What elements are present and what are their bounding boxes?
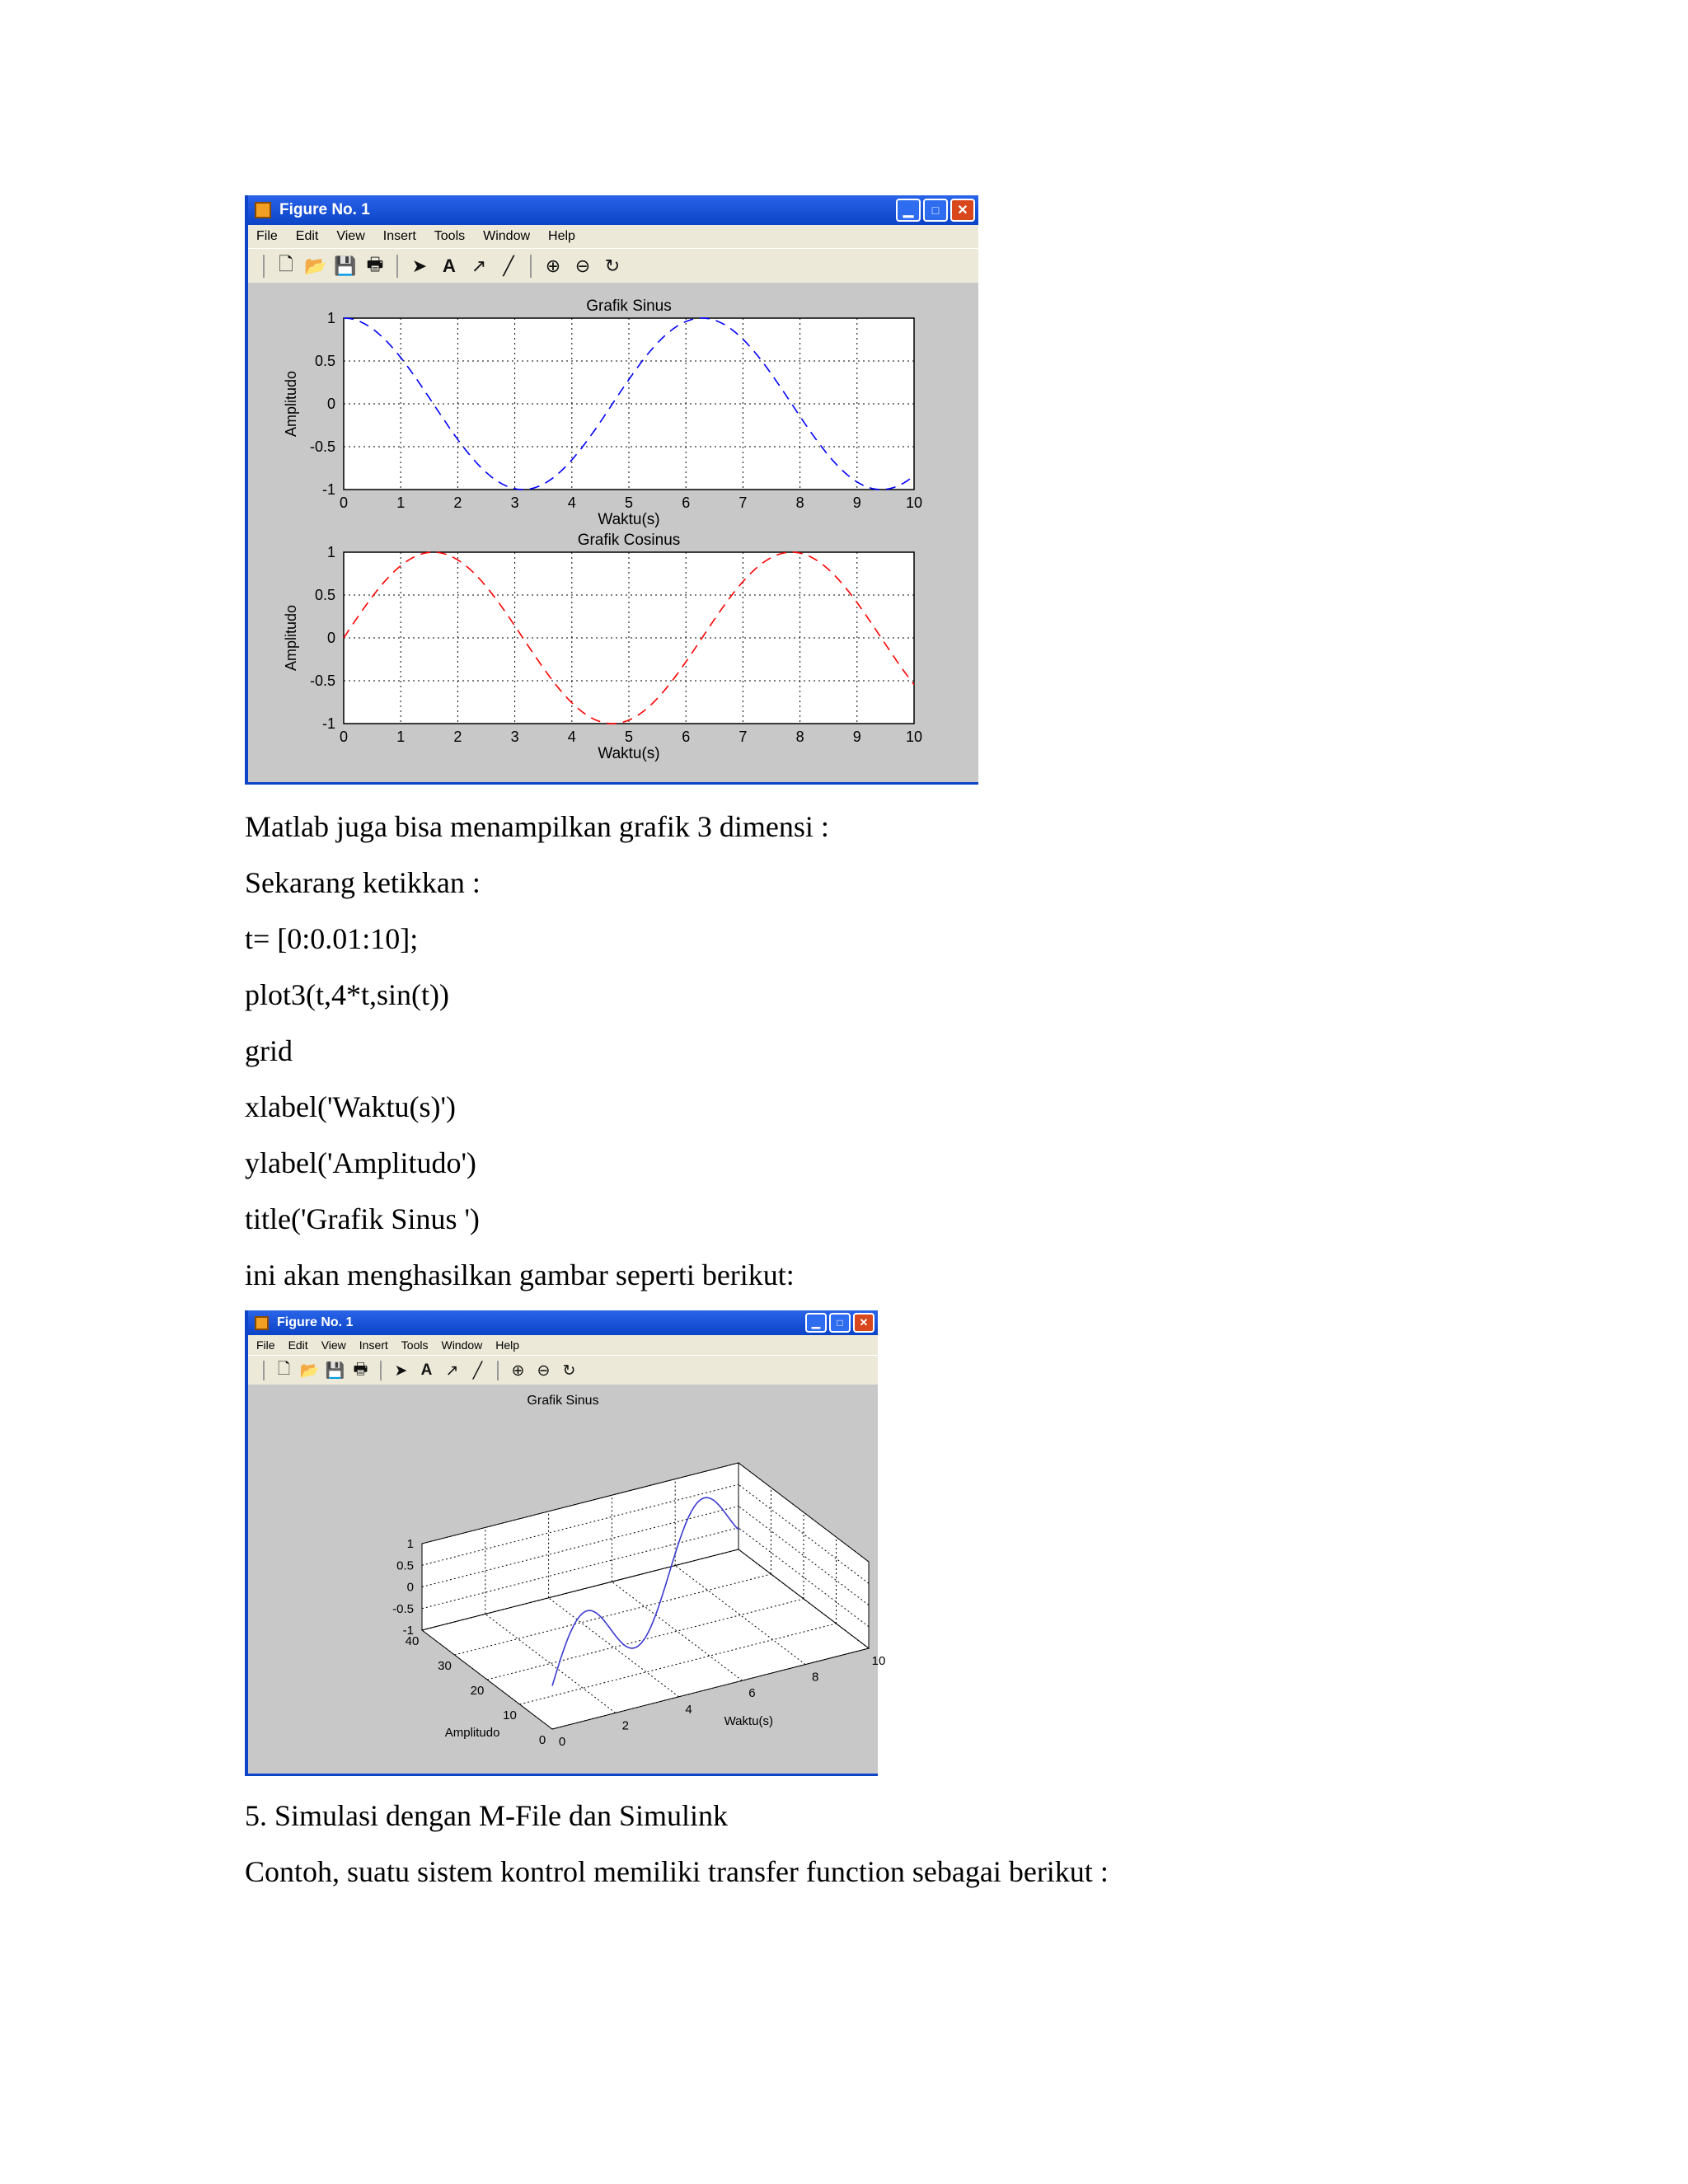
- menu-file[interactable]: File: [256, 229, 278, 243]
- plot-canvas-2: [248, 1385, 886, 1774]
- plot-canvas: [248, 283, 978, 782]
- save-icon-2[interactable]: 💾: [325, 1362, 345, 1380]
- code-line-ylabel: ylabel('Amplitudo'): [245, 1146, 476, 1179]
- code-line-plot3: plot3(t,4*t,sin(t)): [245, 978, 449, 1011]
- arrow-icon[interactable]: ↗: [471, 255, 487, 276]
- y-axis-label: Amplitudo: [283, 604, 299, 672]
- x-tick-label: 0: [339, 729, 349, 745]
- minimize-icon: ▁: [903, 204, 914, 218]
- y-tick-label: 0: [326, 630, 335, 646]
- x-tick-label: 6: [748, 1686, 756, 1701]
- chart-title: Grafik Sinus: [586, 298, 672, 315]
- matlab-figure-icon: [255, 202, 271, 218]
- maximize-button[interactable]: [923, 199, 948, 222]
- open-folder-icon-2[interactable]: 📂: [299, 1362, 320, 1380]
- x-tick-label: 6: [682, 729, 691, 745]
- x-tick-label: 8: [812, 1670, 819, 1685]
- code-line-xlabel: xlabel('Waktu(s)'): [245, 1090, 456, 1123]
- text-icon[interactable]: A: [443, 255, 456, 276]
- x-axis-label: Waktu(s): [724, 1714, 774, 1729]
- arrow-select-icon-2[interactable]: ➤: [394, 1361, 408, 1380]
- minimize-button[interactable]: [896, 199, 921, 222]
- menu-edit-2[interactable]: Edit: [288, 1338, 308, 1352]
- menu-insert-2[interactable]: Insert: [359, 1338, 388, 1352]
- code-line-grid: grid: [245, 1034, 293, 1067]
- paragraph-type-now: Sekarang ketikkan :: [245, 866, 481, 899]
- close-button[interactable]: [950, 199, 975, 222]
- x-tick-label: 9: [852, 729, 861, 745]
- minimize-icon-2: ▁: [812, 1316, 820, 1329]
- x-tick-label: 1: [396, 494, 406, 511]
- menu-view[interactable]: View: [336, 229, 365, 243]
- menu-help-2[interactable]: Help: [495, 1338, 520, 1352]
- close-icon-2: ✕: [859, 1316, 869, 1329]
- paragraph-3d-intro: Matlab juga bisa menampilkan grafik 3 dimensi :: [245, 810, 829, 843]
- open-folder-icon[interactable]: 📂: [304, 255, 327, 276]
- line-icon[interactable]: ╱: [503, 255, 514, 276]
- window-title: Figure No. 1: [279, 201, 370, 218]
- x-axis-label: Waktu(s): [598, 511, 660, 528]
- paragraph-result: ini akan menghasilkan gambar seperti berikut:: [245, 1258, 795, 1291]
- line-icon-2[interactable]: ╱: [472, 1361, 483, 1380]
- y-tick-label: 1: [326, 310, 335, 326]
- x-tick-label: 8: [795, 729, 804, 745]
- subplot-1: [283, 298, 922, 528]
- section-heading-simulation: 5. Simulasi dengan M-File dan Simulink: [245, 1799, 728, 1832]
- print-icon-2[interactable]: 🖶: [353, 1361, 368, 1378]
- maximize-icon: □: [931, 204, 940, 217]
- z-tick-label: 0.5: [396, 1558, 414, 1573]
- y-tick-label: -0.5: [309, 673, 335, 689]
- y-tick-label: -1: [321, 715, 335, 732]
- zoom-in-icon[interactable]: ⊕: [545, 255, 561, 276]
- menu-insert[interactable]: Insert: [382, 229, 416, 243]
- z-tick-label: 0: [406, 1580, 414, 1595]
- x-tick-label: 9: [852, 494, 861, 511]
- y-tick-label: 40: [405, 1634, 420, 1648]
- x-tick-label: 6: [682, 494, 691, 511]
- zoom-out-icon-2[interactable]: ⊖: [537, 1361, 551, 1380]
- figure-window-1: [245, 195, 978, 785]
- print-icon[interactable]: 🖶: [366, 254, 384, 274]
- rotate-icon-2[interactable]: ↻: [562, 1361, 576, 1380]
- window-titlebar-2[interactable]: [248, 1310, 878, 1335]
- text-icon-2[interactable]: A: [420, 1361, 433, 1379]
- x-tick-label: 0: [339, 494, 349, 511]
- subplot-figure: [248, 283, 978, 782]
- x-tick-label: 7: [738, 729, 748, 745]
- y-tick-label: 0: [326, 396, 335, 412]
- menu-window[interactable]: Window: [483, 229, 531, 243]
- y-tick-label: 0.5: [314, 353, 335, 369]
- z-tick-label: -1: [402, 1624, 414, 1638]
- code-line-title: title('Grafik Sinus '): [245, 1202, 480, 1235]
- x-tick-label: 4: [685, 1702, 692, 1717]
- x-tick-label: 2: [453, 494, 462, 511]
- x-tick-label: 8: [795, 494, 804, 511]
- x-tick-label: 7: [738, 494, 748, 511]
- arrow-icon-2[interactable]: ↗: [445, 1361, 459, 1380]
- x-tick-label: 10: [905, 729, 923, 745]
- figure-toolbar: [248, 248, 978, 284]
- menu-view-2[interactable]: View: [321, 1338, 346, 1352]
- x-tick-label: 3: [510, 494, 519, 511]
- z-tick-label: -0.5: [392, 1601, 414, 1616]
- x-tick-label: 2: [621, 1718, 629, 1733]
- maximize-button-2[interactable]: [829, 1313, 851, 1333]
- new-file-icon[interactable]: 🗋: [279, 254, 293, 274]
- close-button-2[interactable]: [853, 1313, 874, 1333]
- menu-edit[interactable]: Edit: [295, 229, 319, 243]
- plot3d-figure: [248, 1385, 886, 1774]
- menu-bar: [248, 225, 978, 248]
- x-tick-label: 4: [567, 729, 576, 745]
- x-tick-label: 2: [453, 729, 462, 745]
- window-title-2: Figure No. 1: [277, 1315, 354, 1329]
- arrow-select-icon[interactable]: ➤: [411, 255, 428, 276]
- x-axis-label: Waktu(s): [598, 745, 660, 762]
- y-tick-label: -1: [321, 481, 335, 498]
- menu-tools[interactable]: Tools: [434, 229, 466, 243]
- y-axis-label: Amplitudo: [283, 370, 299, 438]
- x-tick-label: 0: [558, 1735, 566, 1749]
- x-tick-label: 5: [624, 494, 634, 511]
- z-tick-label: 1: [406, 1537, 414, 1551]
- y-tick-label: 0.5: [314, 587, 335, 603]
- menu-help[interactable]: Help: [548, 229, 575, 243]
- window-titlebar[interactable]: [248, 195, 978, 225]
- save-icon[interactable]: 💾: [334, 255, 357, 276]
- y-axis-label: Amplitudo: [444, 1726, 500, 1740]
- y-tick-label: 20: [470, 1684, 485, 1698]
- maximize-icon-2: □: [837, 1317, 843, 1329]
- y-tick-label: 1: [326, 544, 335, 560]
- menu-bar-2: [248, 1335, 878, 1355]
- x-tick-label: 1: [396, 729, 406, 745]
- close-icon: ✕: [957, 204, 968, 218]
- x-tick-label: 10: [871, 1654, 886, 1668]
- new-file-icon-2[interactable]: 🗋: [277, 1361, 291, 1378]
- matlab-figure-icon-2: [255, 1316, 269, 1330]
- y-tick-label: -0.5: [309, 438, 335, 455]
- figure-toolbar-2: [248, 1355, 878, 1386]
- code-line-t: t= [0:0.01:10];: [245, 922, 419, 955]
- chart-title: Grafik Cosinus: [577, 532, 681, 549]
- y-tick-label: 10: [503, 1708, 517, 1722]
- x-tick-label: 3: [510, 729, 519, 745]
- minimize-button-2[interactable]: [805, 1313, 827, 1333]
- y-tick-label: 0: [538, 1733, 546, 1747]
- menu-window-2[interactable]: Window: [441, 1338, 483, 1352]
- x-tick-label: 4: [567, 494, 576, 511]
- paragraph-transfer-function: Contoh, suatu sistem kontrol memiliki transfer function sebagai berikut :: [245, 1855, 1109, 1888]
- zoom-out-icon[interactable]: ⊖: [574, 255, 591, 276]
- x-tick-label: 5: [624, 729, 634, 745]
- rotate-icon[interactable]: ↻: [604, 255, 621, 276]
- figure-window-2: [245, 1310, 886, 1776]
- axes-3d: [392, 1394, 885, 1749]
- zoom-in-icon-2[interactable]: ⊕: [511, 1361, 525, 1380]
- x-tick-label: 10: [905, 494, 923, 511]
- y-tick-label: 30: [438, 1659, 452, 1673]
- menu-tools-2[interactable]: Tools: [401, 1338, 429, 1352]
- chart-title: Grafik Sinus: [527, 1394, 599, 1408]
- subplot-2: [283, 532, 922, 762]
- menu-file-2[interactable]: File: [256, 1338, 275, 1352]
